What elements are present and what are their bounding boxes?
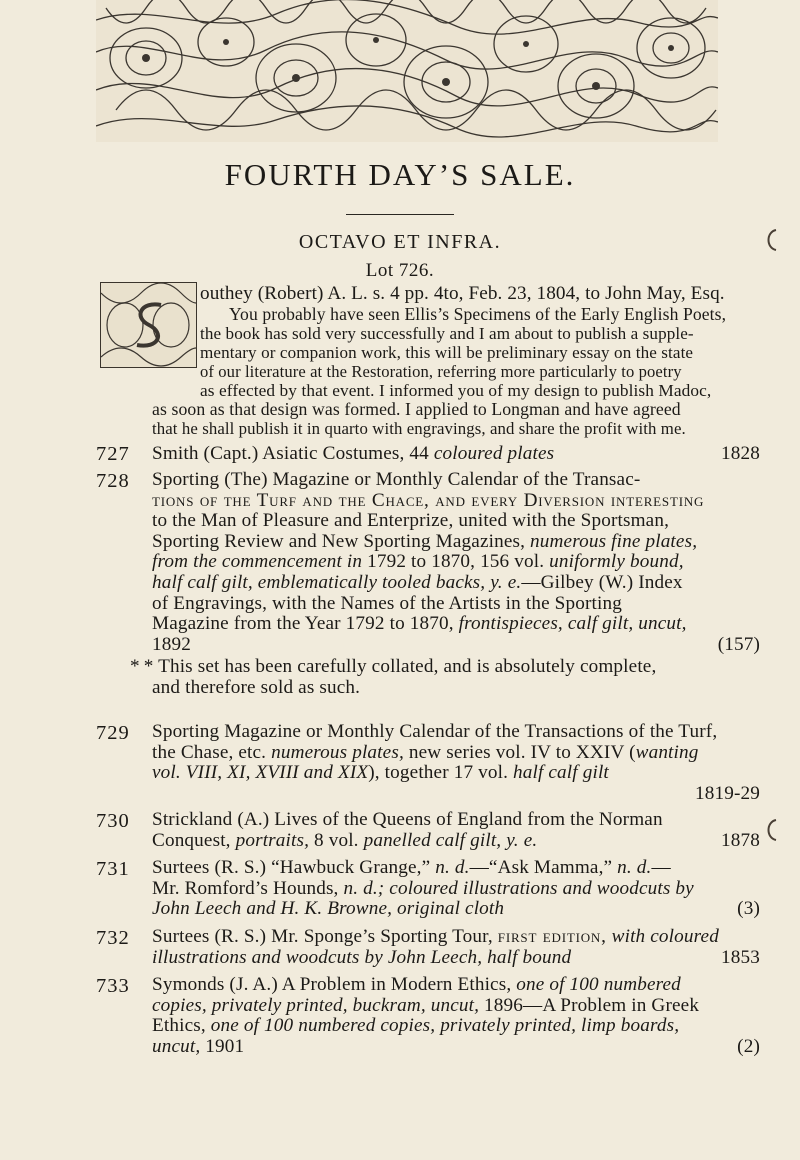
title-divider	[346, 214, 454, 215]
lot-726-line-2: You probably have seen Ellis’s Specimens of the Early English Poets,	[229, 304, 727, 324]
lot-number: 732	[96, 927, 130, 949]
lot-726-line-3: the book has sold very successfully and I am about to publish a supple-	[200, 324, 694, 343]
lot-726-line-1: outhey (Robert) A. L. s. 4 pp. 4to, Feb. 23, 1804, to John May, Esq.	[200, 283, 725, 304]
lot-729-entry: Sporting Magazine or Monthly Calendar of the Transactions of the Turf, the Chase, etc. numerous plates, new series vol. IV to XXIV (wanting vol. VIII, XI, XVIII and XIX), together 17 vol. half calf gilt 1819-29	[152, 721, 760, 804]
margin-bracket-mark	[760, 816, 782, 844]
lot-number: 729	[96, 722, 130, 744]
decorative-header-banner	[96, 0, 718, 142]
lot-732-entry: Surtees (R. S.) Mr. Sponge’s Sporting Tour, first edition, with coloured illustrations and woodcuts by John Leech, half bound 1853	[152, 926, 760, 968]
margin-bracket-mark	[760, 226, 782, 254]
ornamental-initial-s	[100, 282, 197, 368]
lot-number: 731	[96, 858, 130, 880]
lot-726-line-4: mentary or companion work, this will be preliminary essay on the state	[200, 343, 694, 362]
lot-726-line-8: that he shall publish it in quarto with engravings, and share the profit with me.	[152, 419, 686, 438]
lot-726-line-5: of our literature at the Restoration, referring more particularly to poetry	[200, 362, 682, 381]
section-title: FOURTH DAY’S SALE.	[224, 157, 576, 192]
lot-731-entry: Surtees (R. S.) “Hawbuck Grange,” n. d.—“Ask Mamma,” n. d.— Mr. Romford’s Hounds, n. d.; coloured illustrations and woodcuts by John Leech and H. K. Browne, original cloth (3)	[152, 857, 760, 920]
decorated-letter-icon	[101, 283, 196, 367]
lot-726-line-7: as soon as that design was formed. I applied to Longman and have agreed	[152, 399, 681, 419]
lot-728-note: * * This set has been carefully collated, and is absolutely complete, and therefore sold as such.	[130, 656, 657, 698]
lot-heading: Lot 726.	[365, 260, 435, 281]
lot-728-entry: Sporting (The) Magazine or Monthly Calendar of the Transac- tions of the Turf and the Chace, and every Diversion interesting to the Man of Pleasure and Enterprize, united with the Sportsman, Sporting Review and New Sporting Magazines, numerous fine plates, from the commencement in 1792 to 1870, 156 vol. uniformly bound, half calf gilt, emblematically tooled backs, y. e.—Gilbey (W.) Index of Engravings, with the Names of the Artists in the Sporting Magazine from the Year 1792 to 1870, frontispieces, calf gilt, uncut, 1892 (157)	[152, 469, 760, 655]
lot-number: 728	[96, 470, 130, 492]
section-subtitle: OCTAVO ET INFRA.	[298, 231, 502, 253]
ornamental-scroll-pattern	[96, 0, 718, 142]
lot-number: 733	[96, 975, 130, 997]
lot-727-entry: Smith (Capt.) Asiatic Costumes, 44 coloured plates 1828	[152, 443, 760, 464]
lot-726-line-6: as effected by that event. I informed you of my design to publish Madoc,	[200, 381, 712, 400]
lot-number: 727	[96, 443, 130, 465]
lot-730-entry: Strickland (A.) Lives of the Queens of England from the Norman Conquest, portraits, 8 vol. panelled calf gilt, y. e. 1878	[152, 809, 760, 851]
lot-733-entry: Symonds (J. A.) A Problem in Modern Ethics, one of 100 numbered copies, privately printed, buckram, uncut, 1896—A Problem in Greek Ethics, one of 100 numbered copies, privately printed, limp boards, uncut, 1901 (2)	[152, 974, 760, 1057]
lot-number: 730	[96, 810, 130, 832]
